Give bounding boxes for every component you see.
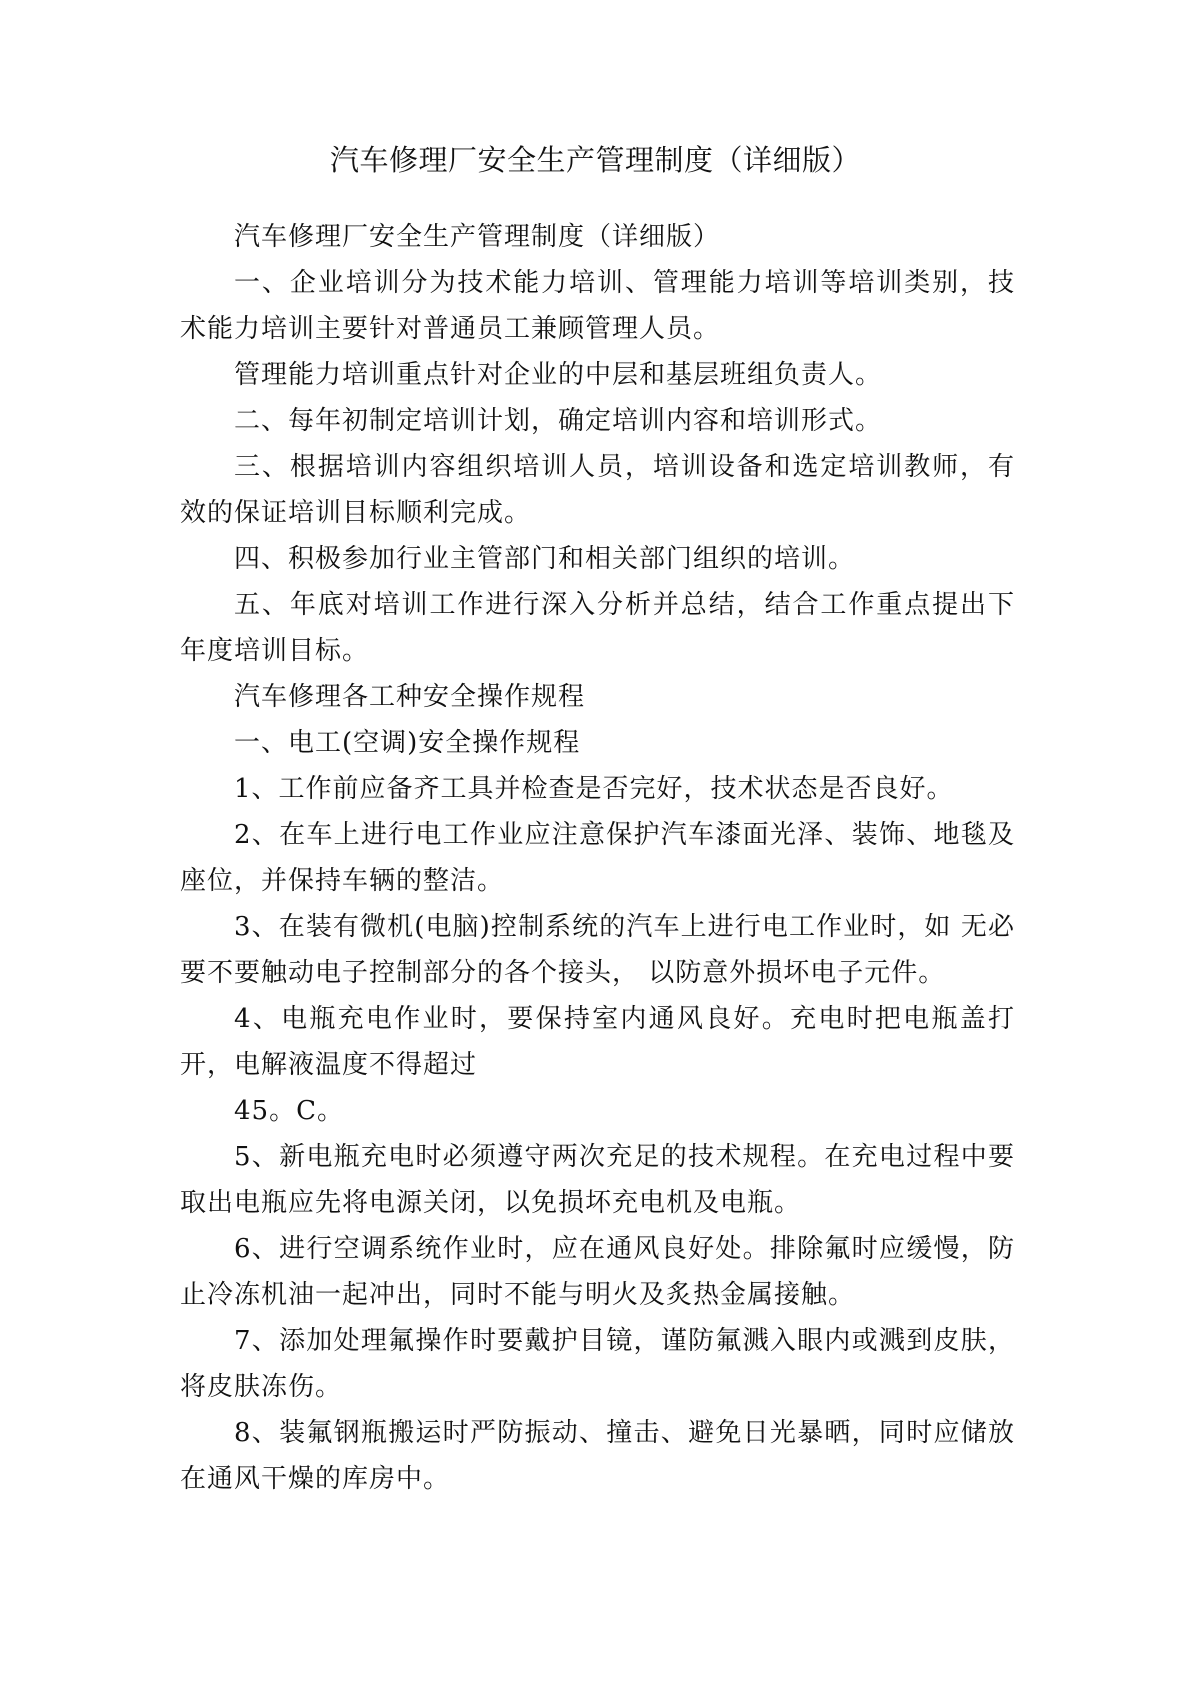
rule-item-5: 5、新电瓶充电时必须遵守两次充足的技术规程。在充电过程中要取出电瓶应先将电源关闭，以免损坏充电机及电瓶。 [180,1142,1015,1218]
paragraph-training-4: 四、积极参加行业主管部门和相关部门组织的培训。 [234,544,856,574]
rule-item-3: 3、在装有微机(电脑)控制系统的汽车上进行电工作业时，如 无必要不要触动电子控制部分的各个接头， 以防意外损坏电子元件。 [180,912,1015,988]
rule-item-8: 8、装氟钢瓶搬运时严防振动、撞击、避免日光暴晒，同时应储放在通风干燥的库房中。 [180,1418,1015,1494]
paragraph-training-2: 二、每年初制定培训计划，确定培训内容和培训形式。 [234,406,883,436]
rule-item-7: 7、添加处理氟操作时要戴护目镜，谨防氟溅入眼内或溅到皮肤，将皮肤冻伤。 [180,1326,1015,1402]
paragraph-subtitle: 汽车修理厂安全生产管理制度（详细版） [234,222,721,252]
document-title: 汽车修理厂安全生产管理制度（详细版） [329,143,861,177]
section-heading-operating-rules: 汽车修理各工种安全操作规程 [234,682,586,712]
rule-item-1: 1、工作前应备齐工具并检查是否完好，技术状态是否良好。 [234,774,954,804]
rule-item-4-temperature: 45。C。 [234,1096,344,1126]
paragraph-training-3: 三、根据培训内容组织培训人员，培训设备和选定培训教师，有效的保证培训目标顺利完成。 [180,452,1015,528]
paragraph-training-5: 五、年底对培训工作进行深入分析并总结，结合工作重点提出下年度培训目标。 [180,590,1015,666]
rule-item-4: 4、电瓶充电作业时，要保持室内通风良好。充电时把电瓶盖打开，电解液温度不得超过 [180,1004,1015,1080]
document-body [180,214,1015,1502]
rule-item-6: 6、进行空调系统作业时，应在通风良好处。排除氟时应缓慢，防止冷冻机油一起冲出，同时不能与明火及炙热金属接触。 [180,1234,1015,1310]
rule-item-2: 2、在车上进行电工作业应注意保护汽车漆面光泽、装饰、地毯及座位，并保持车辆的整洁。 [180,820,1015,896]
section-heading-electrician: 一、电工(空调)安全操作规程 [234,728,581,758]
paragraph-management-training: 管理能力培训重点针对企业的中层和基层班组负责人。 [234,360,883,390]
paragraph-training-1: 一、企业培训分为技术能力培训、管理能力培训等培训类别，技术能力培训主要针对普通员工兼顾管理人员。 [180,268,1015,344]
